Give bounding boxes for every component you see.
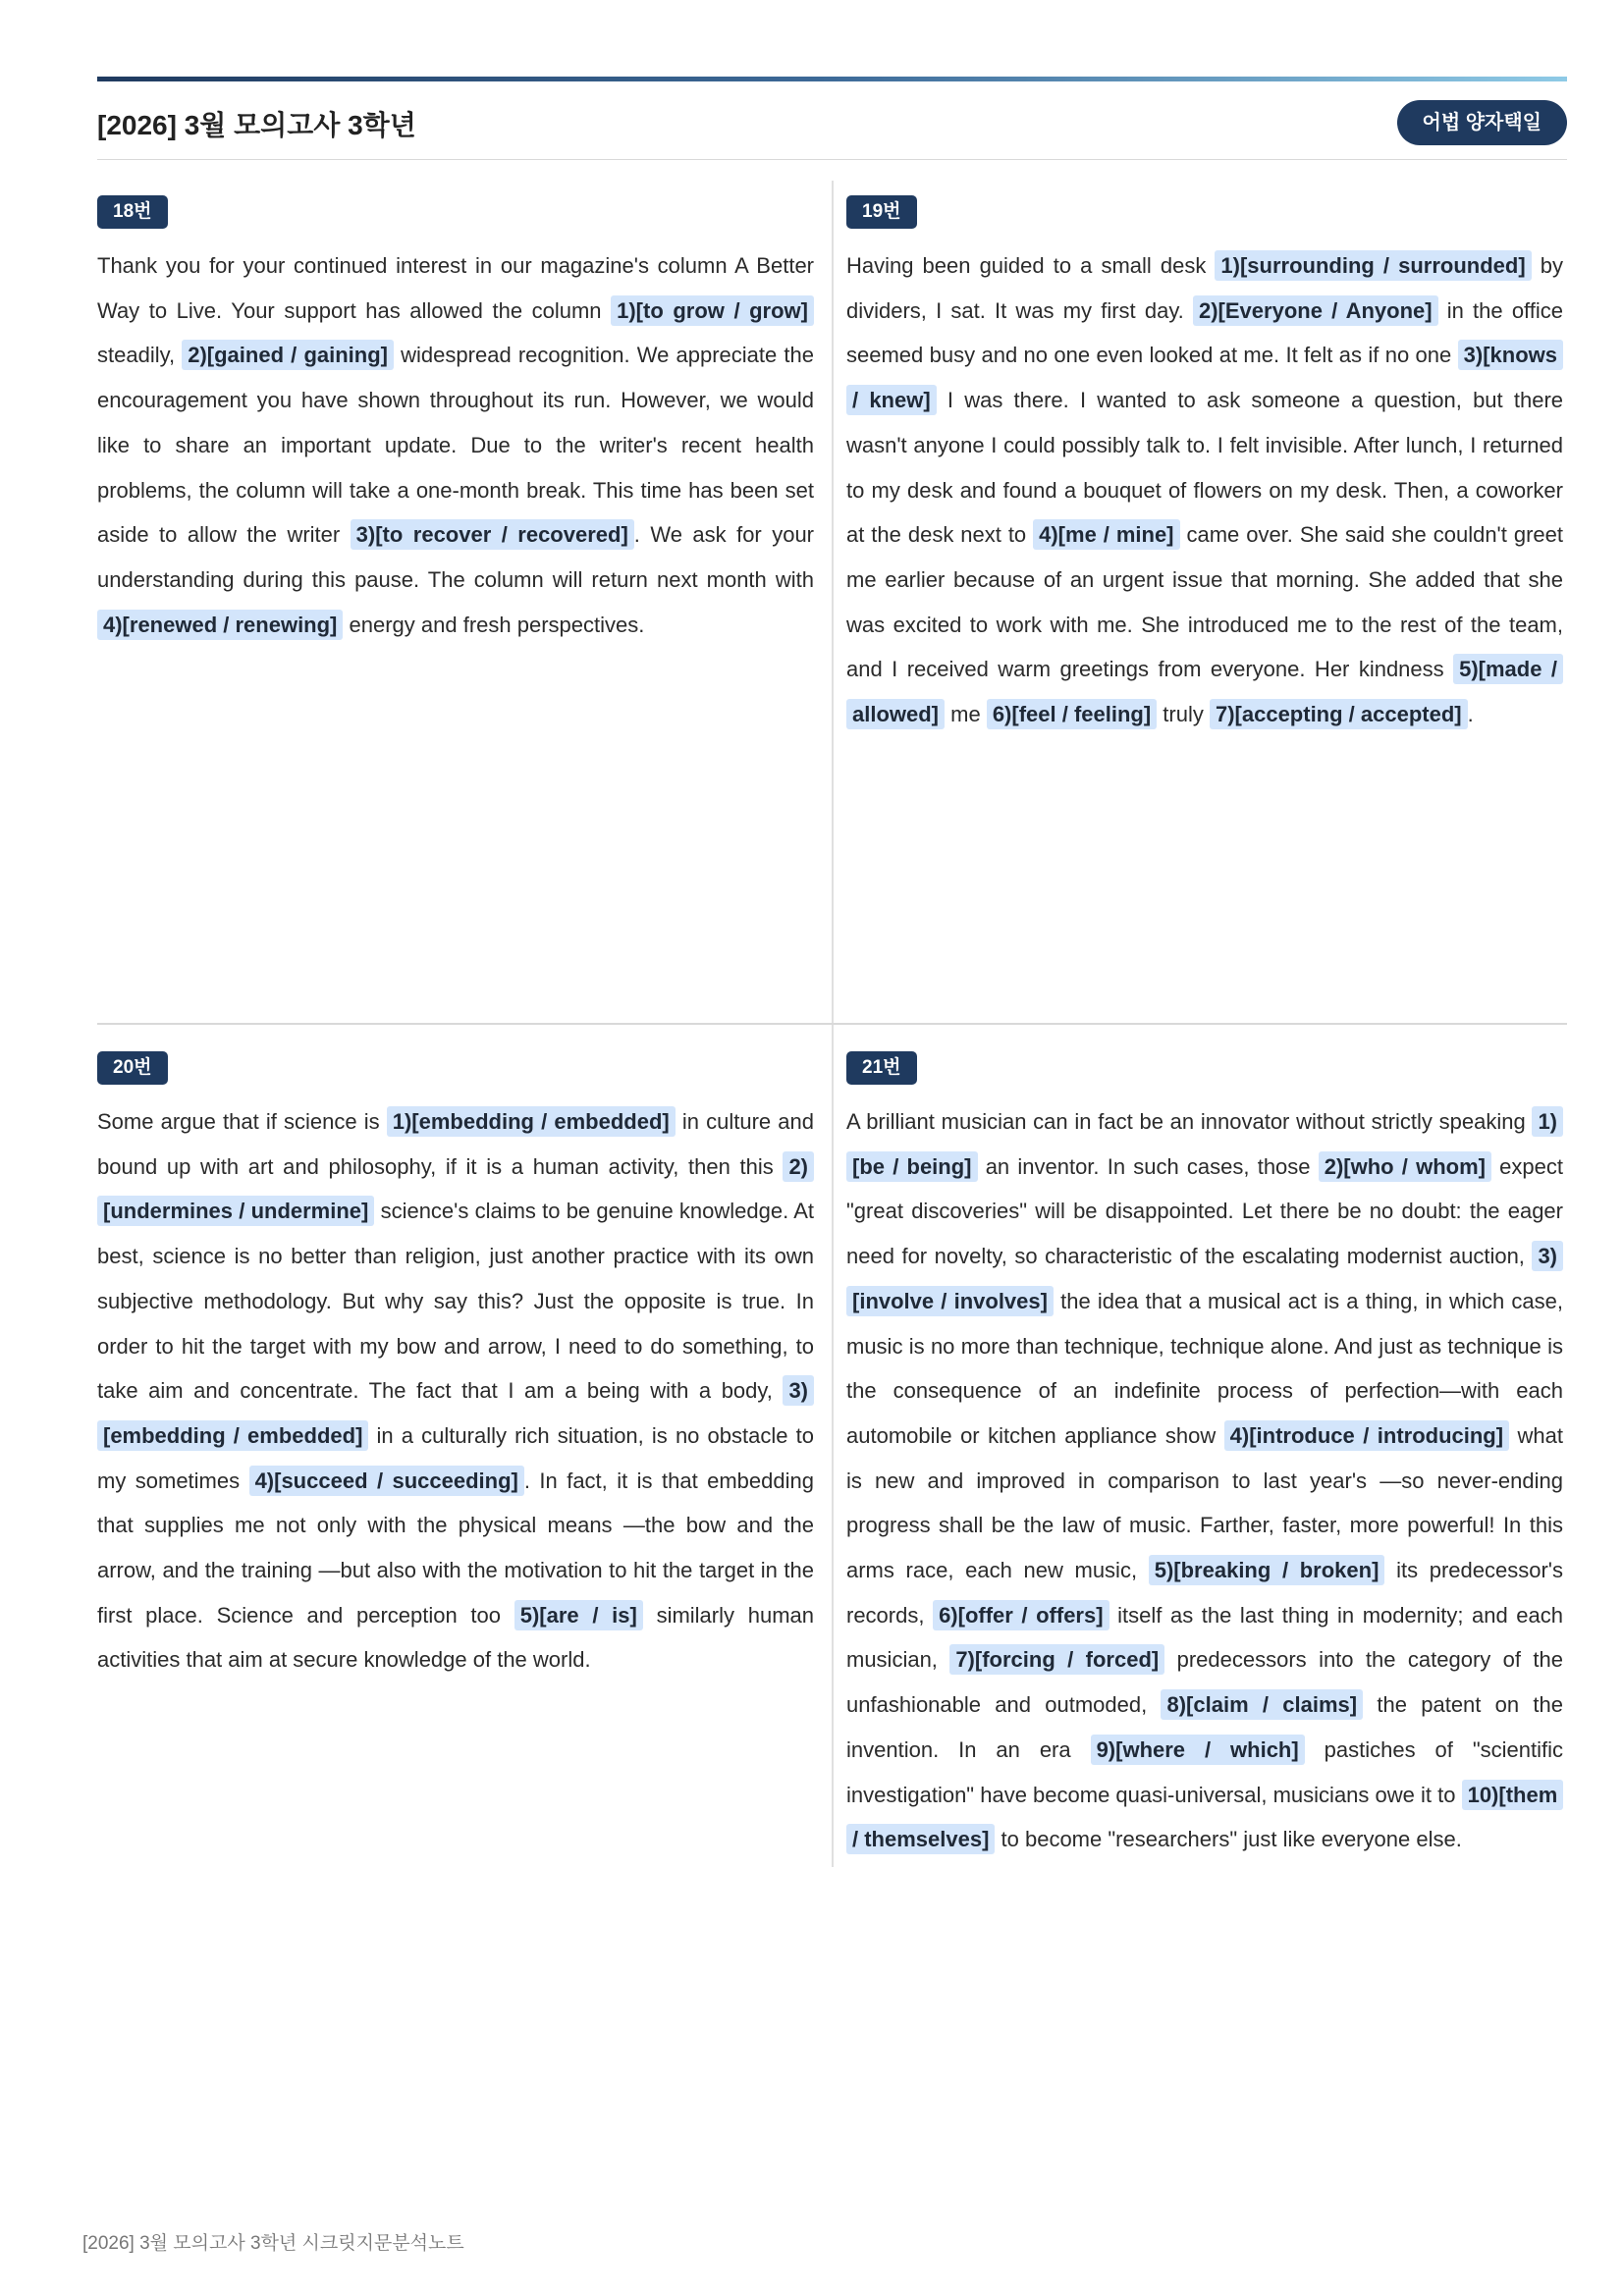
- passage-segment: what is new and improved in comparison to last year's —so never-ending progress shall be the law of music. Farther, faster, more powerful! In this arms race, each new music,: [846, 1422, 1563, 1583]
- question-number-badge: 21번: [846, 1051, 917, 1085]
- page-title: [2026] 3월 모의고사 3학년: [97, 110, 416, 140]
- grammar-choice: 2)[undermines / undermine]: [97, 1151, 814, 1227]
- passage-segment: Thank you for your continued interest in our magazine's column A Better Way to Live. Your support has allowed the column: [97, 253, 814, 323]
- grammar-choice: 3)[involve / involves]: [846, 1241, 1563, 1316]
- grammar-choice: 7)[forcing / forced]: [949, 1644, 1164, 1675]
- grammar-choice: 7)[accepting / accepted]: [1210, 699, 1468, 729]
- passage-segment: Having been guided to a small desk: [846, 253, 1216, 278]
- grammar-choice: 4)[renewed / renewing]: [97, 610, 343, 640]
- passage-segment: pastiches of "scientific investigation" have become quasi-universal, musicians owe it to: [846, 1736, 1563, 1807]
- passage-segment: expect "great discoveries" will be disappointed. Let there be no doubt: the eager need for novelty, so characteristic of the escalating modernist auction,: [846, 1153, 1563, 1269]
- grammar-choice: 5)[made / allowed]: [846, 654, 1563, 729]
- header-accent-bar: [97, 77, 1567, 81]
- passage-segment: . We ask for your understanding during this pause. The column will return next month with: [97, 522, 815, 592]
- row-divider: [97, 1023, 1567, 1025]
- worksheet-type-badge: 어법 양자택일: [1397, 100, 1567, 145]
- passage-segment: Some argue that if science is: [97, 1109, 387, 1134]
- passage-segment: steadily,: [97, 343, 183, 368]
- passage-segment: in a culturally rich situation, is no obstacle to my sometimes: [97, 1422, 814, 1493]
- grammar-choice: 1)[embedding / embedded]: [387, 1106, 676, 1137]
- grammar-choice: 8)[claim / claims]: [1161, 1689, 1363, 1720]
- passage-segment: I was there. I wanted to ask someone a question, but there wasn't anyone I could possibly talk to. I felt invisible. After lunch, I returned to my desk and found a bouquet of flowers on my desk. Then, a coworker at the desk next to: [846, 388, 1563, 548]
- passage-segment: came over. She said she couldn't greet me earlier because of an urgent issue that morning. She added that she was excited to work with me. She introduced me to the rest of the team, and I received warm greetings from everyone. Her kindness: [846, 522, 1563, 682]
- column-divider-bottom: [832, 1025, 834, 1867]
- grammar-choice: 2)[who / whom]: [1319, 1151, 1491, 1182]
- question-panel-20: [97, 1051, 814, 1682]
- grammar-choice: 1)[be / being]: [846, 1106, 1563, 1182]
- passage-text: [97, 243, 814, 647]
- passage-segment: by dividers, I sat. It was my first day.: [846, 253, 1563, 323]
- passage-segment: similarly human activities that aim at secure knowledge of the world.: [97, 1602, 814, 1673]
- passage-segment: me: [945, 702, 987, 727]
- question-panel-19: [846, 195, 1563, 737]
- column-divider-top: [832, 181, 834, 1023]
- grammar-choice: 3)[embedding / embedded]: [97, 1375, 814, 1451]
- grammar-choice: 1)[surrounding / surrounded]: [1215, 250, 1531, 281]
- passage-segment: truly: [1157, 702, 1210, 727]
- passage-segment: A brilliant musician can in fact be an innovator without strictly speaking: [846, 1109, 1533, 1134]
- question-panel-18: [97, 195, 814, 647]
- grammar-choice: 5)[are / is]: [514, 1600, 643, 1630]
- passage-segment: .: [1467, 702, 1474, 727]
- question-panel-21: [846, 1051, 1563, 1862]
- passage-segment: an inventor. In such cases, those: [977, 1153, 1319, 1179]
- passage-text: [846, 243, 1563, 737]
- passage-segment: to become "researchers" just like everyone else.: [995, 1827, 1462, 1852]
- grammar-choice: 3)[to recover / recovered]: [351, 519, 634, 550]
- grammar-choice: 10)[them / themselves]: [846, 1780, 1563, 1855]
- grammar-choice: 4)[introduce / introducing]: [1224, 1420, 1509, 1451]
- grammar-choice: 2)[gained / gaining]: [182, 340, 394, 370]
- passage-segment: its predecessor's records,: [846, 1558, 1563, 1628]
- passage-segment: energy and fresh perspectives.: [343, 612, 645, 637]
- passage-segment: science's claims to be genuine knowledge. At best, science is no better than religion, just another practice with its own subjective methodology. But why say this? Just the opposite is true. In order to hit the target with my bow and arrow, I need to do something, to take aim and concentrate. The fact that I am a being with a body,: [97, 1199, 814, 1404]
- page-footer: [2026] 3월 모의고사 3학년 시크릿지문분석노트: [82, 2233, 464, 2254]
- grammar-choice: 3)[knows / knew]: [846, 340, 1563, 415]
- page-header: [97, 94, 1567, 160]
- passage-segment: in the office seemed busy and no one even looked at me. It felt as if no one: [846, 297, 1564, 368]
- passage-text: [846, 1099, 1563, 1862]
- passage-segment: the idea that a musical act is a thing, in which case, music is no more than technique, technique alone. And just as technique is the consequence of an indefinite process of perfection—with each automobile or kitchen appliance show: [846, 1288, 1563, 1448]
- question-number-badge: 18번: [97, 195, 168, 229]
- grammar-choice: 1)[to grow / grow]: [611, 295, 814, 326]
- grammar-choice: 6)[offer / offers]: [933, 1600, 1109, 1630]
- passage-segment: in culture and bound up with art and philosophy, if it is a human activity, then this: [97, 1109, 814, 1179]
- passage-segment: widespread recognition. We appreciate the encouragement you have shown throughout its run. However, we would like to share an important update. Due to the writer's recent health problems, the column will take a one-month break. This time has been set aside to allow the writer: [97, 343, 814, 548]
- grammar-choice: 9)[where / which]: [1091, 1735, 1305, 1765]
- passage-text: [97, 1099, 814, 1682]
- grammar-choice: 2)[Everyone / Anyone]: [1193, 295, 1438, 326]
- passage-segment: . In fact, it is that embedding that supplies me not only with the physical means —the bow and the arrow, and the training —but also with the motivation to hit the target in the first place. Science and perception too: [97, 1468, 814, 1628]
- passage-segment: predecessors into the category of the unfashionable and outmoded,: [846, 1647, 1563, 1718]
- passage-segment: itself as the last thing in modernity; and each musician,: [846, 1602, 1564, 1673]
- passage-segment: the patent on the invention. In an era: [846, 1692, 1563, 1762]
- grammar-choice: 4)[me / mine]: [1033, 519, 1179, 550]
- grammar-choice: 4)[succeed / succeeding]: [249, 1466, 524, 1496]
- grammar-choice: 6)[feel / feeling]: [987, 699, 1157, 729]
- grammar-choice: 5)[breaking / broken]: [1149, 1555, 1385, 1585]
- question-number-badge: 20번: [97, 1051, 168, 1085]
- question-number-badge: 19번: [846, 195, 917, 229]
